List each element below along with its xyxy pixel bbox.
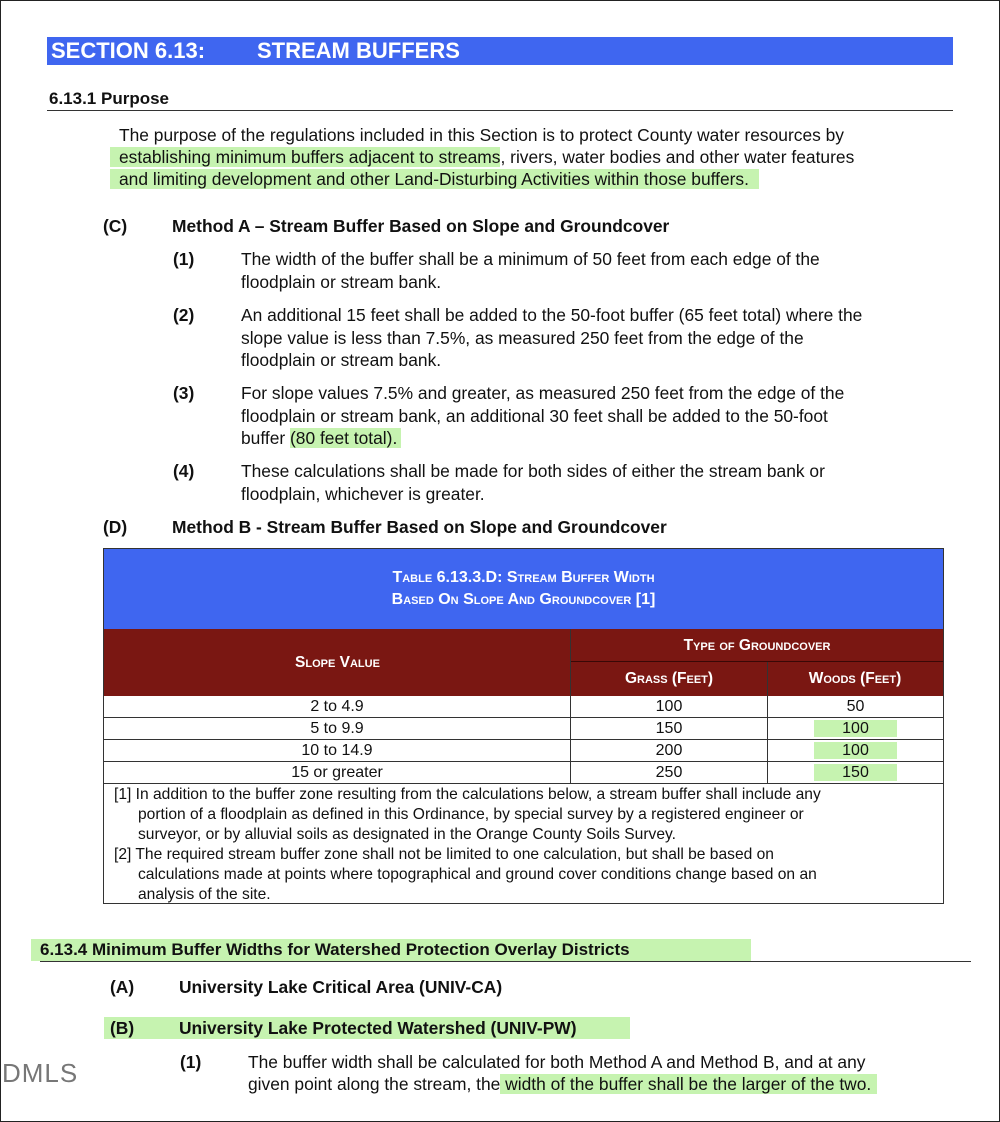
row-4-slope: 15 or greater (291, 764, 383, 781)
footnote-1-line-1: [1] In addition to the buffer zone resulting from the calculations below, a stream buffer shall include any (114, 786, 821, 803)
b-item-1-line-1: The buffer width shall be calculated for both Method A and Method B, and at any (248, 1052, 866, 1072)
row-2-slope: 5 to 9.9 (310, 720, 364, 737)
stream-buffer-table (103, 548, 944, 904)
purpose-heading: 6.13.1 Purpose (49, 89, 170, 108)
table-title-line-2: Based On Slope And Groundcover [1] (391, 591, 656, 608)
purpose-highlight-2: and limiting development and other Land-Disturbing Activities within those buffers. (110, 169, 759, 189)
item-4-line-2: floodplain, whichever is greater. (241, 483, 485, 504)
item-1-line-1: The width of the buffer shall be a minimum of 50 feet from each edge of the (241, 249, 820, 269)
footnote-2-line-2: calculations made at points where topographical and ground cover conditions change based on an (138, 866, 817, 883)
row-3-grass: 200 (655, 742, 683, 759)
footnote-2-line-3: analysis of the site. (138, 886, 271, 903)
table-title-line-1: Table 6.13.3.D: Stream Buffer Width (392, 569, 655, 586)
row-4-grass: 250 (655, 764, 683, 781)
item-4-text (241, 460, 941, 505)
b-item-1-num: (1) (180, 1052, 202, 1072)
subsection-a-title: University Lake Critical Area (UNIV-CA) (179, 977, 503, 997)
item-3-line-2: floodplain or stream bank, an additional 30 feet shall be added to the 50-foot (241, 405, 828, 426)
item-3-line-1: For slope values 7.5% and greater, as measured 250 feet from the edge of the (241, 383, 845, 403)
item-3-line-3 (241, 427, 941, 450)
header-woods: Woods (Feet) (767, 662, 943, 696)
row-4-woods (768, 762, 943, 784)
row-3-slope: 10 to 14.9 (301, 742, 373, 759)
item-1-text (241, 248, 941, 293)
purpose-line-1: The purpose of the regulations included in this Section is to protect County water resources by (119, 125, 845, 145)
item-3-highlight: (80 feet total). (290, 428, 401, 448)
row-2-grass: 150 (655, 720, 683, 737)
b-item-1-line-2-start: given point along the stream, the (248, 1074, 501, 1094)
footnote-2-line-1: [2] The required stream buffer zone shall not be limited to one calculation, but shall be based on (114, 846, 774, 863)
row-1-woods: 50 (846, 698, 865, 715)
item-2-text (241, 304, 941, 372)
footnote-1-line-2: portion of a floodplain as defined in this Ordinance, by special survey by a registered engineer or (138, 806, 804, 823)
row-2-woods (768, 718, 943, 740)
purpose-line-2 (110, 146, 854, 169)
section-number: SECTION 6.13: (51, 38, 206, 63)
item-4-num: (4) (173, 461, 195, 481)
row-1-slope: 2 to 4.9 (310, 698, 364, 715)
header-slope-value: Slope Value (104, 629, 571, 696)
section-6134-heading: 6.13.4 Minimum Buffer Widths for Watershed Protection Overlay Districts (31, 939, 751, 961)
item-2-num: (2) (173, 305, 195, 325)
item-4-line-1: These calculations shall be made for both sides of either the stream bank or (241, 461, 825, 481)
item-2-line-1: An additional 15 feet shall be added to the 50-foot buffer (65 feet total) where the (241, 305, 863, 325)
footnote-1-line-3: surveyor, or by alluvial soils as designated in the Orange County Soils Survey. (138, 826, 676, 843)
method-c-title: Method A – Stream Buffer Based on Slope and Groundcover (172, 216, 670, 236)
purpose-line-3 (110, 168, 759, 191)
row-4-woods-value: 150 (814, 764, 897, 781)
subsection-b-label: (B) (110, 1018, 135, 1038)
method-c-label: (C) (103, 216, 128, 236)
item-2-line-3: floodplain or stream bank. (241, 350, 442, 370)
header-divider (571, 661, 943, 662)
row-1-grass: 100 (655, 698, 683, 715)
purpose-rule (47, 110, 953, 111)
purpose-highlight-1: establishing minimum buffers adjacent to streams (110, 147, 500, 167)
watermark-logo: DMLS (2, 1058, 79, 1088)
item-2-line-2: slope value is less than 7.5%, as measured 250 feet from the edge of the (241, 327, 804, 348)
header-groundcover-type: Type of Groundcover (571, 629, 943, 662)
section-title: STREAM BUFFERS (257, 38, 460, 63)
purpose-line-2-rest: , rivers, water bodies and other water features (500, 147, 855, 167)
method-d-title: Method B - Stream Buffer Based on Slope and Groundcover (172, 517, 667, 537)
item-1-line-2: floodplain or stream bank. (241, 271, 442, 292)
b-item-1-line-2 (248, 1073, 877, 1096)
section-6134-rule (40, 961, 971, 962)
row-3-woods-value: 100 (814, 742, 897, 759)
table-title (104, 549, 943, 629)
item-3-num: (3) (173, 383, 195, 403)
item-3-text (241, 382, 941, 450)
item-3-line-3-start: buffer (241, 428, 286, 448)
row-3-woods (768, 740, 943, 762)
b-item-1-highlight: width of the buffer shall be the larger of the two. (500, 1074, 877, 1094)
header-grass: Grass (Feet) (571, 662, 767, 696)
subsection-b-title: University Lake Protected Watershed (UNIV-PW) (179, 1018, 577, 1038)
row-2-woods-value: 100 (814, 720, 897, 737)
subsection-a-label: (A) (110, 977, 135, 997)
section-header-bar (47, 37, 953, 65)
row-divider-4 (104, 783, 943, 784)
item-1-num: (1) (173, 249, 195, 269)
method-d-label: (D) (103, 517, 128, 537)
